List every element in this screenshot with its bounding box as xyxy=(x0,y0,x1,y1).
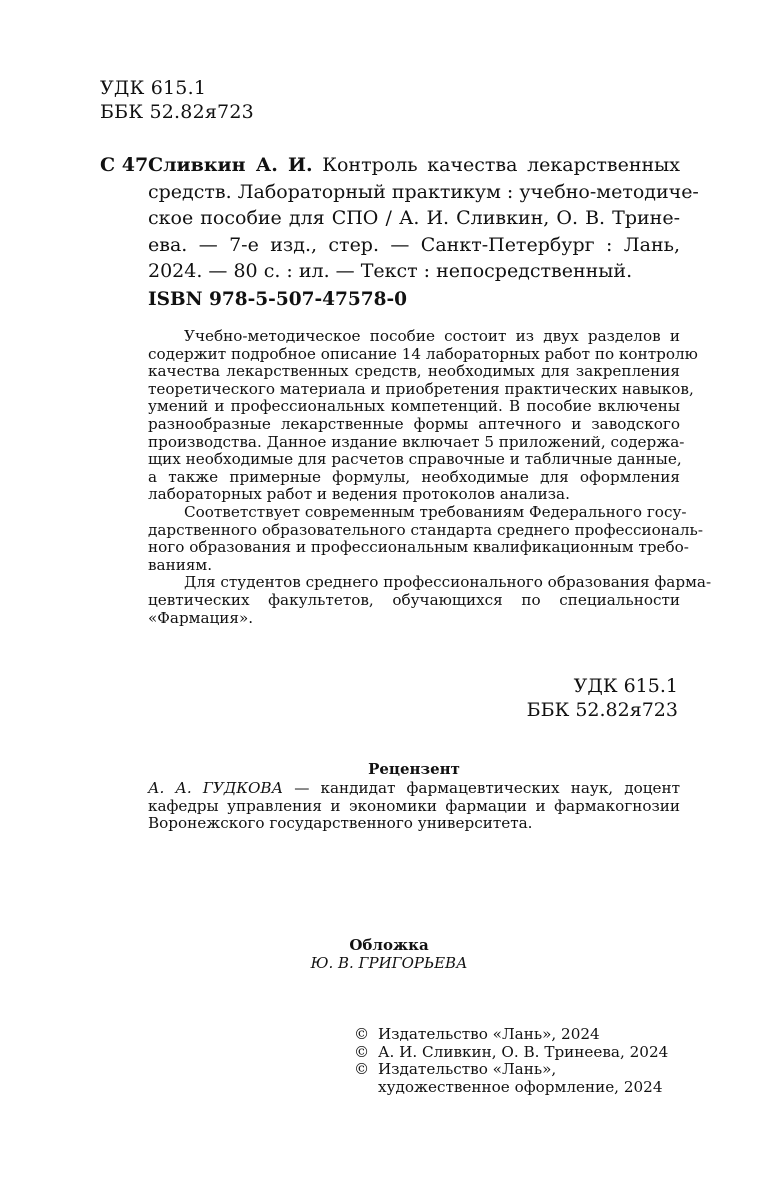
entry-text: 2024. — 80 с. : ил. — Текст : непосредственный. xyxy=(148,260,633,283)
reviewer-line xyxy=(148,780,680,798)
copyright-line xyxy=(354,1079,668,1097)
copyright-text: Издательство «Лань», 2024 xyxy=(378,1025,600,1043)
cover-designer: Ю. В. ГРИГОРЬЕВА xyxy=(310,954,468,972)
copyright-icon: © xyxy=(354,1042,370,1061)
annotation-line: Учебно-методическое пособие состоит из двух разделов и xyxy=(184,327,680,345)
annotation-line: разнообразные лекарственные формы аптечного и заводского xyxy=(148,414,680,433)
entry-text: ское пособие для СПО / А. И. Сливкин, О. В. Трине- xyxy=(148,207,680,230)
annotation-line: а также примерные формулы, необходимые для оформления xyxy=(148,467,680,486)
entry-author: Сливкин А. И. xyxy=(148,154,313,176)
annotation-line: качества лекарственных средств, необходимых для закрепления xyxy=(148,362,680,381)
copyright-line xyxy=(354,1061,668,1079)
annotation-line: дарственного образовательного стандарта среднего профессиональ- xyxy=(148,520,703,539)
reviewer-name: А. А. ГУДКОВА xyxy=(148,779,284,797)
annotation-line: теоретического материала и приобретения практических навыков, xyxy=(148,379,694,398)
annotation-line: ного образования и профессиональным квалификационным требо- xyxy=(148,538,689,557)
reviewer-text: — кандидат фармацевтических наук, доцент xyxy=(283,779,681,797)
entry-text: ева. — 7-е изд., стер. — Санкт-Петербург : Лань, xyxy=(148,233,680,256)
annotation-line: ваниям. xyxy=(148,555,213,574)
annotation-line: содержит подробное описание 14 лабораторных работ по контролю xyxy=(148,344,698,363)
udk-code-top: УДК 615.1 xyxy=(100,77,207,99)
entry-text: Контроль качества лекарственных xyxy=(312,154,680,176)
entry-line xyxy=(148,258,680,285)
bbk-code-top: ББК 52.82я723 xyxy=(100,101,254,123)
bbk-code-bottom: ББК 52.82я723 xyxy=(526,699,678,721)
copyright-text: Издательство «Лань», xyxy=(378,1060,557,1079)
entry-line xyxy=(148,232,680,259)
entry-line xyxy=(148,179,699,206)
udk-code-bottom: УДК 615.1 xyxy=(573,675,678,697)
reviewer-line xyxy=(148,798,680,816)
annotation-line: умений и профессиональных компетенций. В пособие включены xyxy=(148,397,680,416)
entry-line xyxy=(148,205,680,232)
annotation-line: Соответствует современным требованиям Федерального госу- xyxy=(184,502,687,521)
annotation-line: цевтических факультетов, обучающихся по специальности xyxy=(148,590,680,609)
copyright-line xyxy=(354,1044,668,1062)
reviewer-text: Воронежского государственного университета. xyxy=(148,814,533,833)
reviewer-text: кафедры управления и экономики фармации и фармакогнозии xyxy=(148,796,680,815)
author-sign: С 47 xyxy=(100,154,149,176)
bibliographic-entry xyxy=(148,152,699,285)
annotation xyxy=(148,327,712,627)
copyright-text: А. И. Сливкин, О. В. Тринеева, 2024 xyxy=(378,1042,669,1061)
copyright-icon: © xyxy=(354,1060,370,1079)
copyright-text: художественное оформление, 2024 xyxy=(378,1077,663,1096)
annotation-line: Для студентов среднего профессионального образования фарма- xyxy=(184,573,712,592)
entry-text: средств. Лабораторный практикум : учебно-методиче- xyxy=(148,180,699,203)
copyright-block xyxy=(354,1026,668,1096)
copyright-icon: © xyxy=(354,1025,370,1043)
annotation-line: лабораторных работ и ведения протоколов анализа. xyxy=(148,485,570,504)
reviewer-heading: Рецензент xyxy=(368,760,460,778)
isbn: ISBN 978-5-507-47578-0 xyxy=(148,289,408,310)
annotation-line: щих необходимые для расчетов справочные и табличные данные, xyxy=(148,450,682,469)
annotation-line: производства. Данное издание включает 5 приложений, содержа- xyxy=(148,432,685,451)
entry-line xyxy=(148,152,680,179)
reviewer-line xyxy=(148,815,680,833)
copyright-line xyxy=(354,1026,668,1044)
cover-heading: Обложка xyxy=(349,936,429,954)
reviewer-block xyxy=(148,780,680,833)
annotation-line: «Фармация». xyxy=(148,608,254,627)
